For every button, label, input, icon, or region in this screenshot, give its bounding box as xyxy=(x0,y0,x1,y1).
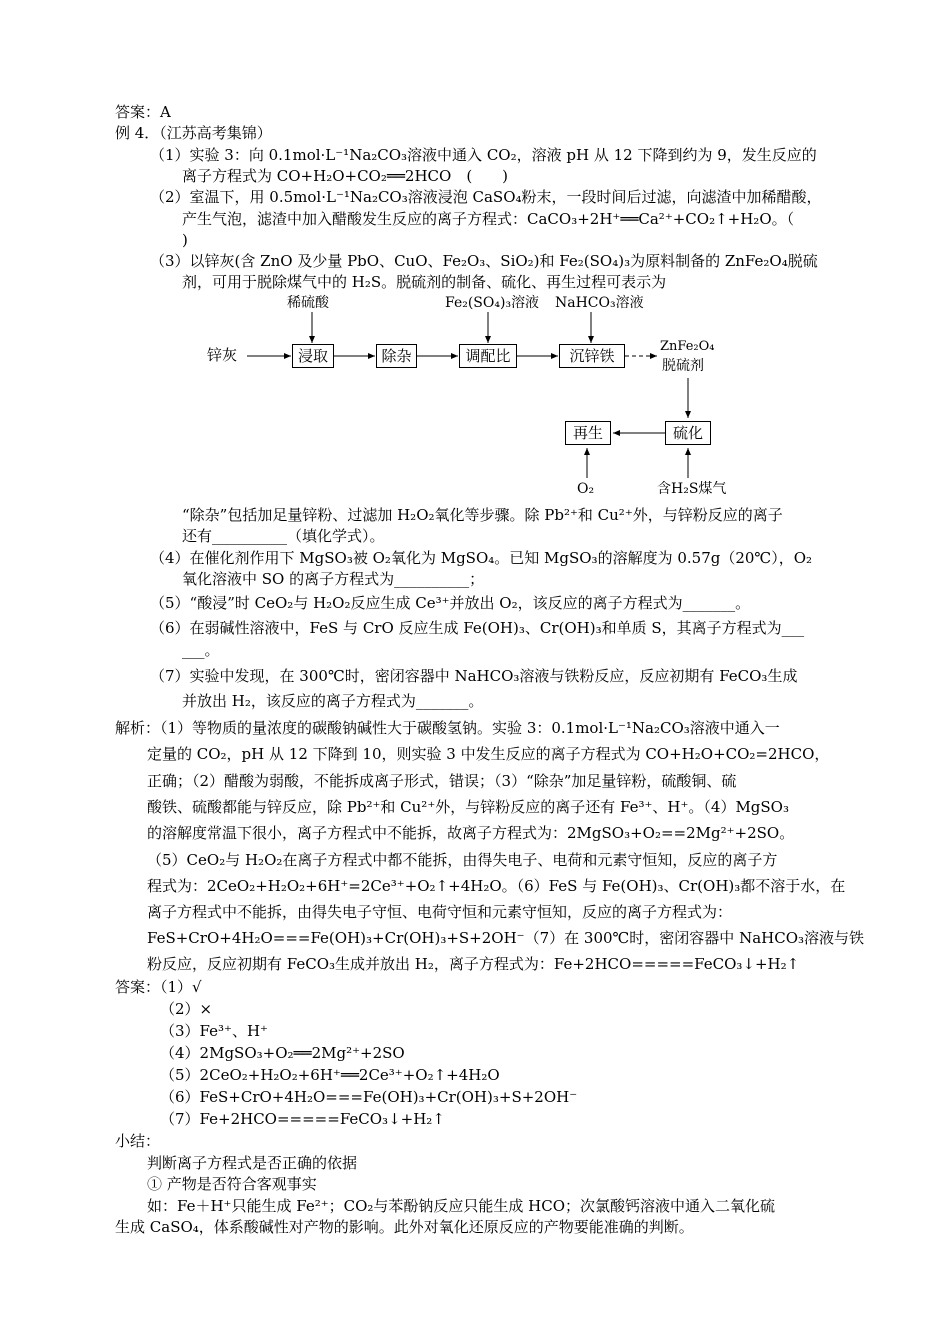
q1-line1: （1）实验 3：向 0.1mol·L⁻¹Na₂CO₃溶液中通入 CO₂，溶液 pH 从 12 下降到约为 9，发生反应的 xyxy=(150,146,817,164)
summary-line3: 如：Fe＋H⁺只能生成 Fe²⁺；CO₂与苯酚钠反应只能生成 HCO；次氯酸钙溶液中通入二氧化硫 xyxy=(147,1197,776,1215)
input-sodium-bicarbonate: NaHCO₃溶液 xyxy=(555,295,644,311)
start-zinc-ash: 锌灰 xyxy=(207,346,238,364)
q3-line3: “除杂”包括加足量锌粉、过滤加 H₂O₂氧化等步骤。除 Pb²⁺和 Cu²⁺外，与锌粉反应的离子 xyxy=(182,506,783,524)
analysis-line4: 酸铁、硫酸都能与锌反应，除 Pb²⁺和 Cu²⁺外，与锌粉反应的离子还有 Fe³⁺、H⁺。（4）MgSO₃ xyxy=(147,798,789,816)
product-formula: ZnFe₂O₄ xyxy=(660,339,715,354)
answer-6: （6）FeS+CrO+4H₂O===Fe(OH)₃+Cr(OH)₃+S+2OH⁻ xyxy=(160,1088,578,1106)
step-leaching: 浸取 xyxy=(292,344,334,368)
analysis-line7: 程式为：2CeO₂+H₂O₂+6H⁺=2Ce³⁺+O₂↑+4H₂O。（6）FeS 与 Fe(OH)₃、Cr(OH)₃都不溶于水，在 xyxy=(147,877,846,895)
q2-line1: （2）室温下，用 0.5mol·L⁻¹Na₂CO₃溶液浸泡 CaSO₄粉末，一段时间后过滤，向滤渣中加稀醋酸， xyxy=(150,188,822,206)
summary-line2: ① 产物是否符合客观事实 xyxy=(147,1175,317,1193)
answer-5: （5）2CeO₂+H₂O₂+6H⁺══2Ce³⁺+O₂↑+4H₂O xyxy=(160,1066,500,1084)
analysis-line1: 解析：（1）等物质的量浓度的碳酸钠碱性大于碳酸氢钠。实验 3：0.1mol·L⁻¹Na₂CO₃溶液中通入一 xyxy=(115,719,780,737)
q3-line1: （3）以锌灰(含 ZnO 及少量 PbO、CuO、Fe₂O₃、SiO₂)和 Fe₂(SO₄)₃为原料制备的 ZnFe₂O₄脱硫 xyxy=(150,252,818,270)
answer-2: （2）× xyxy=(160,1000,213,1018)
analysis-line3: 正确；（2）醋酸为弱酸，不能拆成离子形式，错误；（3）“除杂”加足量锌粉，硫酸铜、硫 xyxy=(147,772,737,790)
analysis-line9: FeS+CrO+4H₂O===Fe(OH)₃+Cr(OH)₃+S+2OH⁻（7）在 300℃时，密闭容器中 NaHCO₃溶液与铁 xyxy=(147,929,865,947)
input-dilute-sulfuric-acid: 稀硫酸 xyxy=(287,295,329,311)
flowchart-arrows xyxy=(205,290,745,500)
step-ratio-adjust: 调配比 xyxy=(459,344,517,368)
h2s-gas-label: 含H₂S煤气 xyxy=(657,481,727,497)
q6-line1: （6）在弱碱性溶液中，FeS 与 CrO 反应生成 Fe(OH)₃、Cr(OH)₃和单质 S，其离子方程式为___ xyxy=(150,619,805,637)
o2-label: O₂ xyxy=(577,481,595,497)
answer-7: （7）Fe+2HCO=====FeCO₃↓+H₂↑ xyxy=(160,1110,445,1128)
answer-3: （3）Fe³⁺、H⁺ xyxy=(160,1022,268,1040)
q7-line2: 并放出 H₂，该反应的离子方程式为_______。 xyxy=(182,692,484,710)
input-iron-sulfate: Fe₂(SO₄)₃溶液 xyxy=(445,295,540,311)
process-flowchart xyxy=(205,290,745,500)
analysis-line5: 的溶解度常温下很小，离子方程式中不能拆，故离子方程式为：2MgSO₃+O₂==2Mg²⁺+2SO。 xyxy=(147,824,795,842)
q4-line1: （4）在催化剂作用下 MgSO₃被 O₂氧化为 MgSO₄。已知 MgSO₃的溶解度为 0.57g（20℃），O₂ xyxy=(150,549,813,567)
q6-line2: ___。 xyxy=(182,641,220,659)
summary-line4: 生成 CaSO₄，体系酸碱性对产物的影响。此外对氧化还原反应的产物要能准确的判断。 xyxy=(115,1218,694,1236)
answer-1: 答案：（1）√ xyxy=(115,978,202,996)
product-desulfurizer: 脱硫剂 xyxy=(662,358,704,374)
analysis-line6: （5）CeO₂与 H₂O₂在离子方程式中都不能拆，由得失电子、电荷和元素守恒知，反应的离子方 xyxy=(147,851,778,869)
step-regeneration: 再生 xyxy=(565,421,611,445)
summary-line1: 判断离子方程式是否正确的依据 xyxy=(147,1154,358,1172)
q4-line2: 氧化溶液中 SO 的离子方程式为__________； xyxy=(182,570,485,588)
answer-4: （4）2MgSO₃+O₂══2Mg²⁺+2SO xyxy=(160,1044,405,1062)
q2-line2: 产生气泡，滤渣中加入醋酸发生反应的离子方程式：CaCO₃+2H⁺══Ca²⁺+CO₂↑+H₂O。（ xyxy=(182,210,795,228)
analysis-line10: 粉反应，反应初期有 FeCO₃生成并放出 H₂，离子方程式为：Fe+2HCO=====FeCO₃↓+H₂↑ xyxy=(147,955,800,973)
q3-line4: 还有__________（填化学式）。 xyxy=(182,527,385,545)
analysis-line2: 定量的 CO₂，pH 从 12 下降到 10，则实验 3 中发生反应的离子方程式为 CO+H₂O+CO₂=2HCO， xyxy=(147,745,830,763)
answer-example3: 答案：A xyxy=(115,103,171,121)
q1-line2: 离子方程式为 CO+H₂O+CO₂══2HCO ( ) xyxy=(182,167,509,185)
q2-line3: ) xyxy=(182,231,188,249)
analysis-line8: 离子方程式中不能拆，由得失电子守恒、电荷守恒和元素守恒知，反应的离子方程式为： xyxy=(147,903,733,921)
step-precipitate-zinc-iron: 沉锌铁 xyxy=(559,344,625,368)
step-impurity-removal: 除杂 xyxy=(376,344,417,368)
summary-title: 小结： xyxy=(115,1132,161,1150)
step-sulfidation: 硫化 xyxy=(665,421,711,445)
q5-line1: （5）“酸浸”时 CeO₂与 H₂O₂反应生成 Ce³⁺并放出 O₂，该反应的离子方程式为_______。 xyxy=(150,594,751,612)
example4-title: 例 4．（江苏高考集锦） xyxy=(115,124,272,142)
q3-line2: 剂，可用于脱除煤气中的 H₂S。脱硫剂的制备、硫化、再生过程可表示为 xyxy=(182,273,667,291)
q7-line1: （7）实验中发现，在 300℃时，密闭容器中 NaHCO₃溶液与铁粉反应，反应初期有 FeCO₃生成 xyxy=(150,667,798,685)
